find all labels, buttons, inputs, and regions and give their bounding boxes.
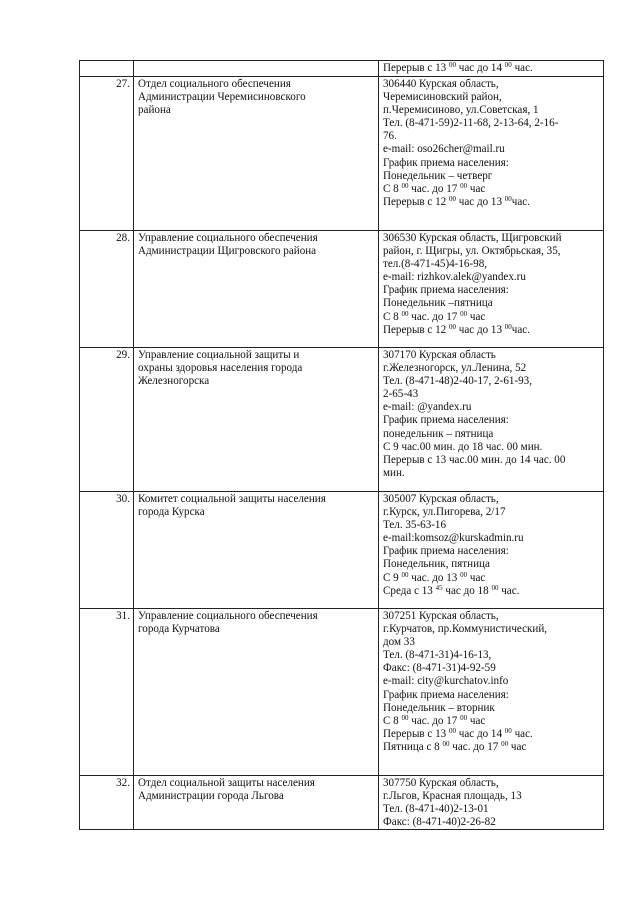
contact-info-line [383, 196, 600, 209]
contact-info-line [383, 649, 600, 662]
contact-info [379, 77, 604, 231]
text-segment: час [467, 714, 486, 727]
contact-info-line [383, 816, 600, 829]
organization-name-line: Администрации Черемисиновского [138, 91, 306, 104]
contact-info-line [383, 183, 600, 196]
organization-name [134, 61, 379, 77]
text-segment: район, г. Щигры, ул. Октябрьская, 35, [383, 245, 561, 258]
text-segment: 307251 Курская область, [383, 610, 499, 622]
organization-name-line: Отдел социального обеспечения [138, 78, 291, 90]
organization-name [134, 77, 379, 231]
text-segment: Факс: (8-471-31)4-92-59 [383, 662, 496, 675]
text-segment: час до 14 [455, 62, 505, 74]
organization-name [134, 609, 379, 776]
text-segment: Понедельник – вторник [383, 701, 495, 714]
time-minutes-superscript: 00 [401, 570, 409, 579]
contact-info-line [383, 258, 600, 271]
text-segment: понедельник – пятница [383, 427, 494, 440]
text-segment: час. до 13 [408, 571, 461, 584]
time-minutes-superscript: 00 [460, 181, 468, 190]
contact-info [379, 492, 604, 609]
row-number: 28. [80, 231, 134, 348]
text-segment: График приема населения: [383, 156, 509, 169]
time-minutes-superscript: 00 [448, 61, 456, 69]
contact-info-line [383, 689, 600, 702]
organization-name [134, 776, 379, 830]
text-segment: час. [511, 323, 530, 336]
time-minutes-superscript: 00 [504, 322, 512, 331]
text-segment: 306530 Курская область, Щигровский [383, 232, 562, 244]
text-segment: час. до 17 [408, 310, 461, 323]
contact-info-line [383, 493, 600, 506]
organization-name-line: города Курчатова [138, 623, 220, 636]
table-body [80, 61, 604, 830]
contact-info-line [383, 62, 600, 75]
organization-name-line: Железногорска [138, 375, 210, 388]
contact-info-line [383, 715, 600, 728]
organization-name-line: Администрации Щигровского района [138, 245, 317, 258]
text-segment: 307170 Курская область [383, 349, 496, 361]
text-segment: час до 18 [442, 584, 492, 597]
organization-name-line: района [138, 104, 171, 117]
row-number: 31. [80, 609, 134, 776]
text-segment: Черемисиновский район, [383, 91, 502, 104]
contact-info-line [383, 157, 600, 170]
organization-name-line: Комитет социальной защиты населения [138, 493, 326, 505]
table-row [80, 776, 604, 830]
text-segment: С 9 час.00 мин. до 18 час. 00 мин. [383, 440, 543, 453]
text-segment: Перерыв с 12 [383, 323, 449, 336]
text-segment: дом 33 [383, 636, 415, 649]
contact-info-line [383, 702, 600, 715]
text-segment: час. до 17 [408, 182, 461, 195]
organization-name [134, 492, 379, 609]
text-segment: Тел. (8-471-31)4-16-13, [383, 649, 492, 662]
time-minutes-superscript: 00 [401, 309, 409, 318]
organization-name-line: Отдел социальной защиты населения [138, 777, 315, 789]
contact-info-line [383, 375, 600, 388]
text-segment: г.Железногорск, ул.Ленина, 52 [383, 362, 527, 375]
contact-info-line [383, 311, 600, 324]
contact-info-line [383, 117, 600, 130]
time-minutes-superscript: 00 [491, 583, 499, 592]
contact-info-line [383, 324, 600, 337]
text-segment: С 8 [383, 714, 402, 727]
contact-info-line [383, 297, 600, 310]
text-segment: Тел. 35-63-16 [383, 519, 447, 532]
text-segment: тел.(8-471-45)4-16-98, [383, 258, 488, 271]
text-segment: час до 13 [455, 323, 505, 336]
text-segment: e-mail: @yandex.ru [383, 401, 472, 414]
text-segment: г.Курчатов, пр.Коммунистический, [383, 623, 548, 636]
time-minutes-superscript: 00 [448, 322, 456, 331]
row-number: 30. [80, 492, 134, 609]
text-segment: Факс: (8-471-40)2-26-82 [383, 816, 496, 829]
contact-info-line [383, 284, 600, 297]
contact-info-line [383, 662, 600, 675]
contact-info-line [383, 519, 600, 532]
text-segment: Понедельник –пятница [383, 297, 493, 310]
time-minutes-superscript: 00 [504, 61, 512, 69]
text-segment: Перерыв с 12 [383, 195, 449, 208]
text-segment: e-mail: city@kurchatov.info [383, 675, 509, 688]
contact-info-line [383, 532, 600, 545]
organization-name [134, 348, 379, 492]
organization-name [134, 231, 379, 348]
contact-info-line [383, 91, 600, 104]
table-row [80, 231, 604, 348]
contact-info-line [383, 623, 600, 636]
contact-info-line [383, 741, 600, 754]
table-row [80, 609, 604, 776]
contact-info-line [383, 104, 600, 117]
contact-info [379, 348, 604, 492]
contact-info-line [383, 170, 600, 183]
contact-info-line [383, 506, 600, 519]
text-segment: Перерыв с 13 час.00 мин. до 14 час. 00 [383, 453, 566, 466]
text-segment: С 9 [383, 571, 402, 584]
text-segment: e-mail: rizhkov.alek@yandex.ru [383, 271, 526, 284]
text-segment: час. [511, 727, 533, 740]
text-segment: час. [511, 62, 533, 74]
text-segment: час [467, 310, 486, 323]
contact-info [379, 231, 604, 348]
text-segment: 2-65-43 [383, 388, 419, 401]
contact-info-line [383, 130, 600, 143]
contact-info-line [383, 441, 600, 454]
text-segment: С 8 [383, 310, 402, 323]
contact-info-line [383, 78, 600, 91]
contact-info-line [383, 675, 600, 688]
contact-info-line [383, 454, 600, 467]
organization-name-line: города Курска [138, 506, 205, 519]
table-row [80, 348, 604, 492]
time-minutes-superscript: 00 [504, 194, 512, 203]
contact-info-line [383, 388, 600, 401]
time-minutes-superscript: 00 [442, 739, 450, 748]
time-minutes-superscript: 00 [460, 713, 468, 722]
social-services-table [79, 60, 604, 830]
time-minutes-superscript: 00 [448, 726, 456, 735]
time-minutes-superscript: 00 [460, 309, 468, 318]
contact-info-line [383, 362, 600, 375]
time-minutes-superscript: 45 [435, 583, 443, 592]
row-number: 32. [80, 776, 134, 830]
text-segment: г.Льгов, Красная площадь, 13 [383, 790, 522, 803]
contact-info-line [383, 585, 600, 598]
contact-info [379, 61, 604, 77]
contact-info-line [383, 558, 600, 571]
time-minutes-superscript: 00 [501, 739, 509, 748]
text-segment: Понедельник – четверг [383, 169, 493, 182]
contact-info-line [383, 777, 600, 790]
contact-info-line [383, 790, 600, 803]
contact-info-line [383, 803, 600, 816]
contact-info-line [383, 467, 600, 480]
text-segment: Тел. (8-471-59)2-11-68, 2-13-64, 2-16- [383, 117, 559, 130]
text-segment: 305007 Курская область, [383, 493, 499, 505]
contact-info-line [383, 232, 600, 245]
contact-info [379, 609, 604, 776]
contact-info-line [383, 414, 600, 427]
text-segment: п.Черемисиново, ул.Советская, 1 [383, 104, 539, 117]
text-segment: График приема населения: [383, 414, 509, 427]
time-minutes-superscript: 00 [401, 713, 409, 722]
row-number: 27. [80, 77, 134, 231]
contact-info-line [383, 401, 600, 414]
text-segment: Перерыв с 13 [383, 727, 449, 740]
text-segment: мин. [383, 466, 405, 479]
text-segment: час [467, 571, 486, 584]
text-segment: час. до 17 [408, 714, 461, 727]
contact-info-line [383, 349, 600, 362]
table-row [80, 492, 604, 609]
text-segment: 307750 Курская область, [383, 777, 499, 789]
text-segment: График приема населения: [383, 688, 509, 701]
contact-info-line [383, 143, 600, 156]
contact-info-line [383, 636, 600, 649]
text-segment: час [508, 740, 527, 753]
organization-name-line: Управление социального обеспечения [138, 610, 318, 622]
text-segment: Тел. (8-471-48)2-40-17, 2-61-93, [383, 375, 532, 388]
contact-info-line [383, 428, 600, 441]
text-segment: Пятница с 8 [383, 740, 443, 753]
contact-info-line [383, 610, 600, 623]
contact-info-line [383, 271, 600, 284]
time-minutes-superscript: 00 [401, 181, 409, 190]
text-segment: 76. [383, 130, 397, 143]
time-minutes-superscript: 00 [460, 570, 468, 579]
text-segment: г.Курск, ул.Пигорева, 2/17 [383, 506, 506, 519]
text-segment: e-mail: oso26cher@mail.ru [383, 143, 505, 156]
text-segment: e-mail:komsoz@kurskadmin.ru [383, 532, 524, 545]
text-segment: Среда с 13 [383, 584, 436, 597]
row-number: 29. [80, 348, 134, 492]
organization-name-line: Управление социальной защиты и [138, 349, 300, 361]
organization-name-line: Администрации города Льгова [138, 790, 284, 803]
text-segment: час [467, 182, 486, 195]
text-segment: час до 13 [455, 195, 505, 208]
text-segment: Тел. (8-471-40)2-13-01 [383, 803, 489, 816]
text-segment: Понедельник, пятница [383, 558, 490, 571]
contact-info-line [383, 245, 600, 258]
time-minutes-superscript: 00 [448, 194, 456, 203]
time-minutes-superscript: 00 [504, 726, 512, 735]
text-segment: С 8 [383, 182, 402, 195]
contact-info-line [383, 728, 600, 741]
text-segment: График приема населения: [383, 284, 509, 297]
text-segment: час. [511, 195, 530, 208]
text-segment: Перерыв с 13 [383, 62, 449, 74]
table-row [80, 61, 604, 77]
text-segment: час. [498, 584, 520, 597]
text-segment: 306440 Курская область, [383, 78, 499, 90]
contact-info-line [383, 545, 600, 558]
organization-name-line: Управление социального обеспечения [138, 232, 318, 244]
text-segment: час до 14 [455, 727, 505, 740]
text-segment: График приема населения: [383, 545, 509, 558]
text-segment: час. до 17 [449, 740, 502, 753]
row-number [80, 61, 134, 77]
table-row [80, 77, 604, 231]
organization-name-line: охраны здоровья населения города [138, 362, 303, 375]
contact-info [379, 776, 604, 830]
